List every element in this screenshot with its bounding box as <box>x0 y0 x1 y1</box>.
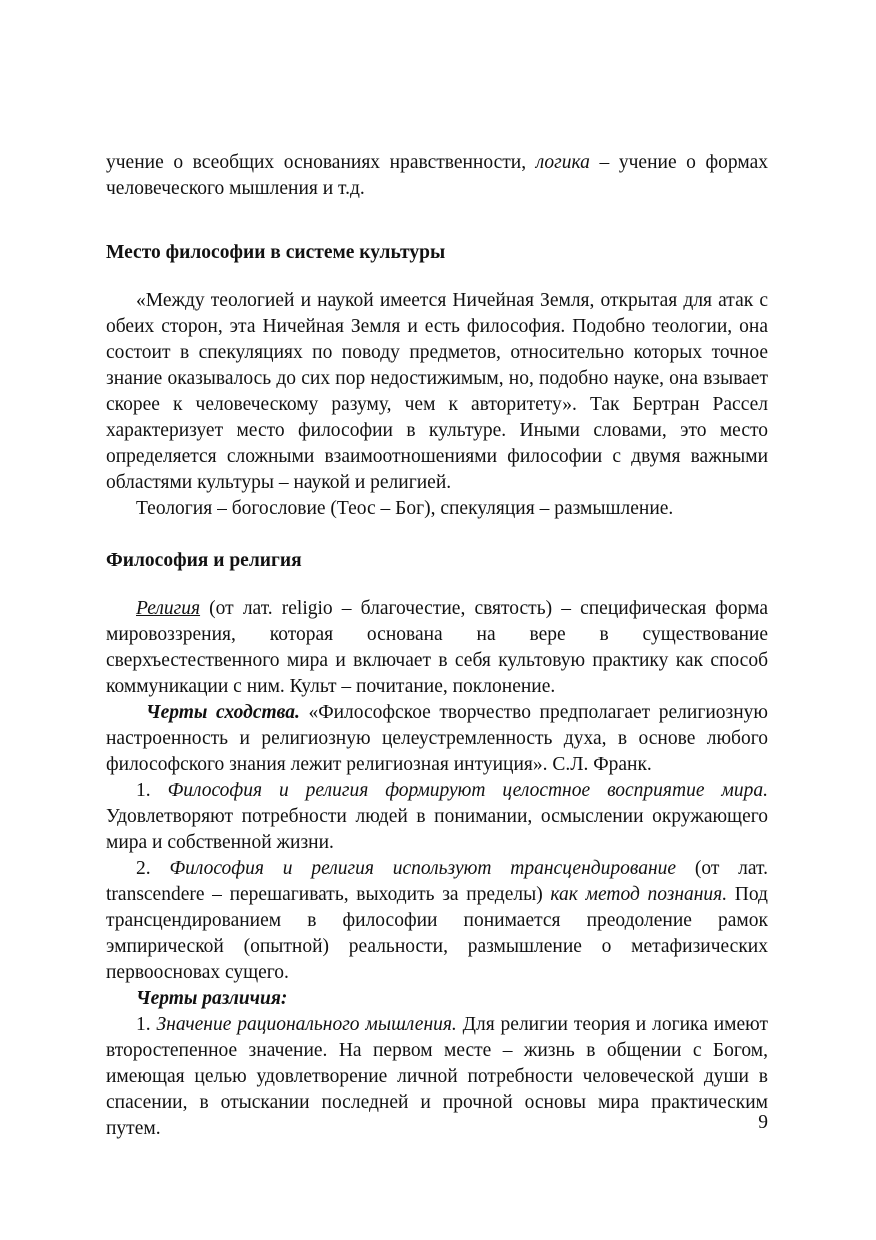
similarity-item-2: 2. Философия и религия используют трансцендирование (от лат. transcendere – перешагивать, выходить за пределы) как метод познания. Под трансцендированием в философии понимается преодоление рамок эмпирической (опытной) реальности, размышление о метафизических первоосновах сущего. <box>106 858 768 983</box>
similarity-item-1: 1. Философия и религия формируют целостное восприятие мира. Удовлетворяют потребности людей в понимании, осмыслении окружающего мира и собственной жизни. <box>106 780 768 853</box>
page-number: 9 <box>758 1112 768 1133</box>
difference-item-1: 1. Значение рационального мышления. Для религии теория и логика имеют второстепенное значение. На первом месте – жизнь в общении с Богом, имеющая целью удовлетворение личной потребности человеческой души в спасении, в отыскании последней и прочной основы мира практическим путем. <box>106 1014 768 1139</box>
differences-label: Черты различия: <box>136 988 288 1009</box>
religion-definition-paragraph: Религия (от лат. religio – благочестие, святость) – специфическая форма мировоззрения, которая основана на вере в существование сверхъестественного мира и включает в себя культовую практику как способ коммуникации с ним. Культ – почитание, поклонение. <box>106 598 768 697</box>
theology-definition-paragraph: Теология – богословие (Теос – Бог), спекуляция – размышление. <box>136 498 674 519</box>
intro-italic-term: логика <box>535 152 590 173</box>
intro-paragraph: учение о всеобщих основаниях нравственности, логика – учение о формах человеческого мышления и т.д. <box>106 152 768 199</box>
russell-quote-paragraph: «Между теологией и наукой имеется Ничейная Земля, открытая для атак с обеих сторон, эта Ничейная Земля и есть философия. Подобно теологии, она состоит в спекуляциях по поводу предметов, относительно которых точное знание оказывалось до сих пор недостижимым, но, подобно науке, она взывает скорее к человеческому разуму, чем к авторитету». Так Бертран Рассел характеризует место философии в культуре. Иными словами, это место определяется сложными взаимоотношениями философии с двумя важными областями культуры – наукой и религией. <box>106 290 768 493</box>
section-title-religion: Философия и религия <box>106 550 302 571</box>
page-body <box>106 150 768 1142</box>
similarity-paragraph: Черты сходства. «Философское творчество предполагает религиозную настроенность и религиозную целеустремленность духа, в основе любого философского знания лежит религиозная интуиция». С.Л. Франк. <box>106 702 768 775</box>
section-title-culture: Место философии в системе культуры <box>106 242 446 263</box>
religion-term: Религия <box>136 598 201 619</box>
similarity-label: Черты сходства. <box>146 702 300 723</box>
differences-heading <box>106 986 768 1012</box>
